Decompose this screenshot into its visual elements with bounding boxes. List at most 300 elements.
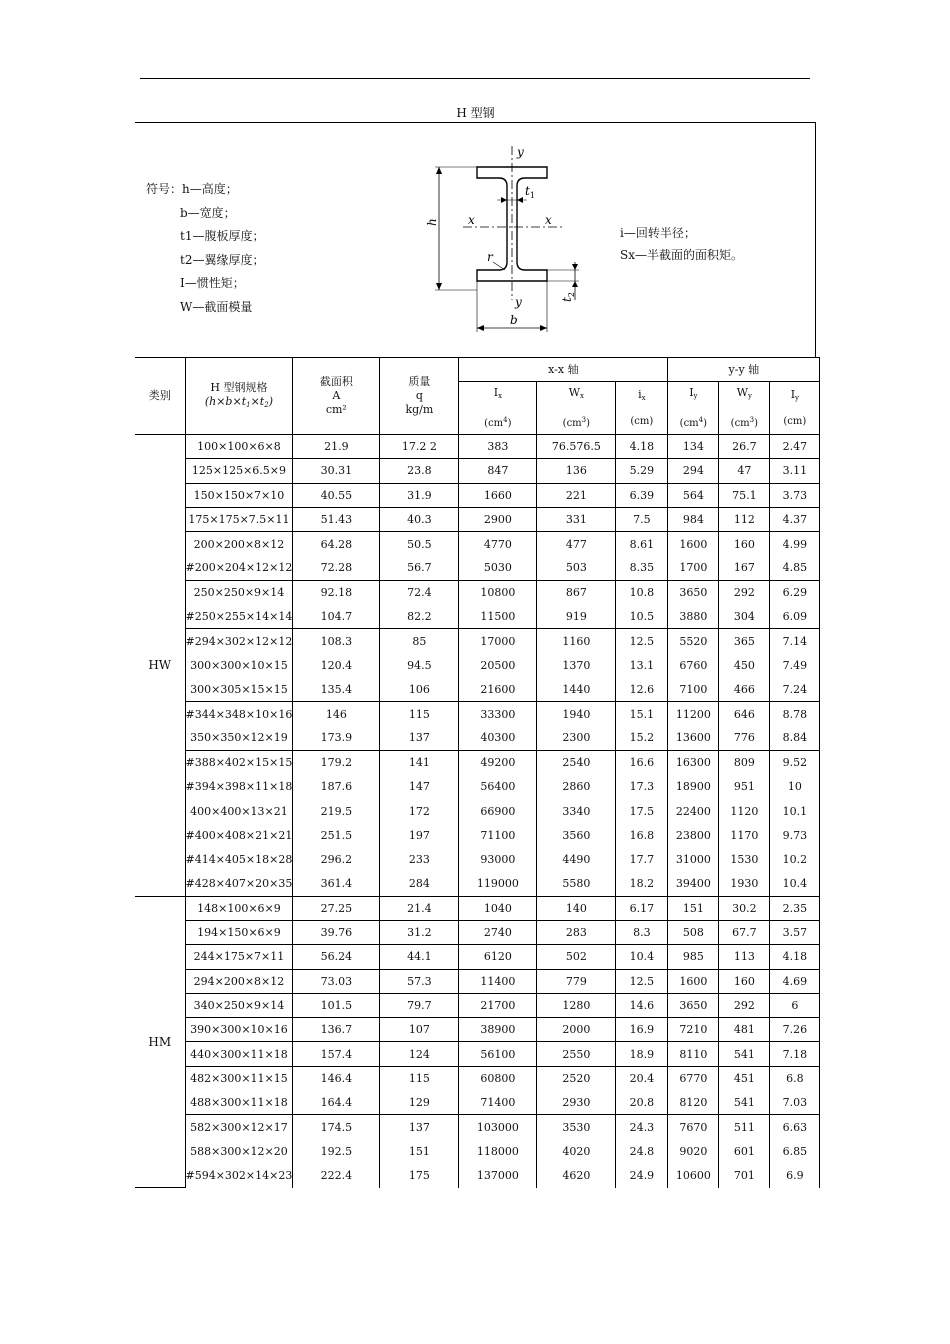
table-row [135, 969, 820, 993]
area-cell: 135.4 [293, 677, 380, 701]
mass-cell: 72.4 [380, 580, 459, 604]
label-r: r [487, 250, 493, 264]
area-cell: 73.03 [293, 969, 380, 993]
spec-cell: 400×400×13×21 [185, 799, 293, 823]
iy-radius-cell: 6.29 [770, 580, 820, 604]
area-cell: 219.5 [293, 799, 380, 823]
table-row [135, 702, 820, 726]
mass-cell: 197 [380, 823, 459, 847]
mass-cell: 31.9 [380, 483, 459, 507]
mass-cell: 233 [380, 848, 459, 872]
wy-cell: 809 [719, 750, 770, 774]
iy-radius-cell: 6.85 [770, 1139, 820, 1163]
h-beam-section-diagram [425, 140, 595, 340]
mass-cell: 31.2 [380, 920, 459, 944]
spec-cell: 440×300×11×18 [185, 1042, 293, 1066]
area-cell: 72.28 [293, 556, 380, 580]
iy-radius-cell: 3.57 [770, 920, 820, 944]
area-cell: 27.25 [293, 896, 380, 920]
ix-inertia-cell: 56100 [459, 1042, 537, 1066]
mass-cell: 147 [380, 775, 459, 799]
table-row [135, 872, 820, 896]
spec-cell: 300×305×15×15 [185, 677, 293, 701]
iy-inertia-cell: 294 [668, 459, 719, 483]
legend-item-modulus: W—截面模量 [180, 299, 253, 314]
wx-cell: 1940 [537, 702, 616, 726]
mass-cell: 129 [380, 1091, 459, 1115]
spec-cell: 175×175×7.5×11 [185, 507, 293, 531]
table-row [135, 507, 820, 531]
mass-cell: 57.3 [380, 969, 459, 993]
ix-radius-cell: 10.4 [616, 945, 668, 969]
ix-inertia-cell: 1660 [459, 483, 537, 507]
r-leader-line [493, 262, 505, 270]
ix-inertia-cell: 60800 [459, 1066, 537, 1090]
mass-cell: 137 [380, 1115, 459, 1139]
table-row [135, 750, 820, 774]
iy-radius-cell: 6.63 [770, 1115, 820, 1139]
area-cell: 40.55 [293, 483, 380, 507]
spec-cell: #294×302×12×12 [185, 629, 293, 653]
wy-cell: 292 [719, 993, 770, 1017]
iy-radius-cell: 10.4 [770, 872, 820, 896]
wy-cell: 541 [719, 1042, 770, 1066]
iy-radius-cell: 10.1 [770, 799, 820, 823]
ix-inertia-cell: 6120 [459, 945, 537, 969]
table-row [135, 1018, 820, 1042]
wx-cell: 2930 [537, 1091, 616, 1115]
ix-radius-cell: 24.8 [616, 1139, 668, 1163]
category-hm: HM [135, 896, 185, 1188]
ix-inertia-cell: 10800 [459, 580, 537, 604]
iy-inertia-cell: 18900 [668, 775, 719, 799]
ix-inertia-cell: 49200 [459, 750, 537, 774]
header-spec: H 型钢规格 $(h\times b\times t_1\times t_2)$ [185, 358, 293, 435]
ix-inertia-cell: 38900 [459, 1018, 537, 1042]
label-h: h [425, 218, 439, 226]
ix-radius-cell: 5.29 [616, 459, 668, 483]
mass-cell: 44.1 [380, 945, 459, 969]
legend-item-inertia: I—惯性矩； [180, 276, 245, 290]
table-row [135, 435, 820, 459]
ix-inertia-cell: 93000 [459, 848, 537, 872]
area-cell: 120.4 [293, 653, 380, 677]
wx-cell: 4020 [537, 1139, 616, 1163]
ix-inertia-cell: 21600 [459, 677, 537, 701]
wy-cell: 601 [719, 1139, 770, 1163]
wx-cell: 283 [537, 920, 616, 944]
area-cell: 296.2 [293, 848, 380, 872]
spec-cell: #594×302×14×23 [185, 1163, 293, 1187]
wx-cell: 331 [537, 507, 616, 531]
label-x-right: x [545, 213, 552, 227]
iy-inertia-cell: 6760 [668, 653, 719, 677]
iy-radius-cell: 6.09 [770, 605, 820, 629]
area-cell: 30.31 [293, 459, 380, 483]
wx-cell: 3530 [537, 1115, 616, 1139]
iy-radius-cell: 8.84 [770, 726, 820, 750]
spec-cell: 194×150×6×9 [185, 920, 293, 944]
table-row [135, 945, 820, 969]
wy-cell: 75.1 [719, 483, 770, 507]
area-cell: 361.4 [293, 872, 380, 896]
wx-cell: 3340 [537, 799, 616, 823]
iy-radius-cell: 2.47 [770, 435, 820, 459]
ix-radius-cell: 12.6 [616, 677, 668, 701]
area-cell: 136.7 [293, 1018, 380, 1042]
table-row [135, 532, 820, 556]
wx-cell: 3560 [537, 823, 616, 847]
ix-radius-cell: 15.2 [616, 726, 668, 750]
mass-cell: 106 [380, 677, 459, 701]
wx-cell: 503 [537, 556, 616, 580]
ix-inertia-cell: 2740 [459, 920, 537, 944]
iy-radius-cell: 4.69 [770, 969, 820, 993]
wx-cell: 5580 [537, 872, 616, 896]
ix-inertia-cell: 20500 [459, 653, 537, 677]
wy-cell: 646 [719, 702, 770, 726]
wx-cell: 2860 [537, 775, 616, 799]
area-cell: 56.24 [293, 945, 380, 969]
spec-cell: 250×250×9×14 [185, 580, 293, 604]
header-Wy: $W_y$ $(cm^3)$ [719, 382, 770, 435]
mass-cell: 82.2 [380, 605, 459, 629]
area-cell: 104.7 [293, 605, 380, 629]
iy-radius-cell: 7.26 [770, 1018, 820, 1042]
ix-inertia-cell: 17000 [459, 629, 537, 653]
area-cell: 146.4 [293, 1066, 380, 1090]
iy-radius-cell: 7.03 [770, 1091, 820, 1115]
ix-inertia-cell: 118000 [459, 1139, 537, 1163]
wx-cell: 4490 [537, 848, 616, 872]
mass-cell: 137 [380, 726, 459, 750]
table-row [135, 459, 820, 483]
ix-radius-cell: 10.5 [616, 605, 668, 629]
header-iy: $I_y$ (cm) [770, 382, 820, 435]
iy-radius-cell: 9.52 [770, 750, 820, 774]
spec-cell: 340×250×9×14 [185, 993, 293, 1017]
area-cell: 157.4 [293, 1042, 380, 1066]
ix-radius-cell: 8.3 [616, 920, 668, 944]
spec-cell: 582×300×12×17 [185, 1115, 293, 1139]
wx-cell: 2000 [537, 1018, 616, 1042]
area-cell: 101.5 [293, 993, 380, 1017]
spec-cell: 200×200×8×12 [185, 532, 293, 556]
wy-cell: 47 [719, 459, 770, 483]
mass-cell: 79.7 [380, 993, 459, 1017]
spec-cell: 390×300×10×16 [185, 1018, 293, 1042]
wx-cell: 136 [537, 459, 616, 483]
mass-cell: 23.8 [380, 459, 459, 483]
wx-cell: 919 [537, 605, 616, 629]
spec-cell: 294×200×8×12 [185, 969, 293, 993]
table-row [135, 1139, 820, 1163]
iy-inertia-cell: 11200 [668, 702, 719, 726]
area-cell: 108.3 [293, 629, 380, 653]
wx-cell: 779 [537, 969, 616, 993]
iy-inertia-cell: 984 [668, 507, 719, 531]
iy-inertia-cell: 985 [668, 945, 719, 969]
ix-radius-cell: 18.9 [616, 1042, 668, 1066]
spec-cell: 148×100×6×9 [185, 896, 293, 920]
table-row [135, 483, 820, 507]
area-cell: 21.9 [293, 435, 380, 459]
ix-radius-cell: 20.8 [616, 1091, 668, 1115]
wy-cell: 511 [719, 1115, 770, 1139]
ix-radius-cell: 12.5 [616, 629, 668, 653]
mass-cell: 172 [380, 799, 459, 823]
spec-cell: #344×348×10×16 [185, 702, 293, 726]
iy-radius-cell: 10 [770, 775, 820, 799]
page-title: H 型钢 [456, 106, 495, 120]
label-y-top: y [517, 145, 524, 159]
wy-cell: 365 [719, 629, 770, 653]
header-xx-axis: x-x 轴 [459, 358, 668, 382]
ix-radius-cell: 13.1 [616, 653, 668, 677]
ix-radius-cell: 4.18 [616, 435, 668, 459]
mass-cell: 56.7 [380, 556, 459, 580]
area-cell: 222.4 [293, 1163, 380, 1187]
iy-radius-cell: 8.78 [770, 702, 820, 726]
iy-inertia-cell: 16300 [668, 750, 719, 774]
table-row [135, 556, 820, 580]
ix-radius-cell: 8.61 [616, 532, 668, 556]
legend-item-width: b—宽度； [180, 205, 236, 220]
wx-cell: 1440 [537, 677, 616, 701]
mass-cell: 17.2 2 [380, 435, 459, 459]
ix-inertia-cell: 71100 [459, 823, 537, 847]
table-row [135, 629, 820, 653]
wx-cell: 1160 [537, 629, 616, 653]
ix-radius-cell: 16.8 [616, 823, 668, 847]
mass-cell: 115 [380, 702, 459, 726]
top-rule [140, 78, 810, 79]
spec-cell: 150×150×7×10 [185, 483, 293, 507]
wy-cell: 26.7 [719, 435, 770, 459]
iy-radius-cell: 10.2 [770, 848, 820, 872]
table-row [135, 580, 820, 604]
table-row [135, 775, 820, 799]
spec-cell: 488×300×11×18 [185, 1091, 293, 1115]
wx-cell: 1280 [537, 993, 616, 1017]
table-row [135, 605, 820, 629]
ix-radius-cell: 10.8 [616, 580, 668, 604]
ix-inertia-cell: 11400 [459, 969, 537, 993]
spec-cell: 482×300×11×15 [185, 1066, 293, 1090]
spec-cell: 125×125×6.5×9 [185, 459, 293, 483]
ix-inertia-cell: 847 [459, 459, 537, 483]
ix-radius-cell: 12.5 [616, 969, 668, 993]
header-Iy: $I_y$ $(cm^4)$ [668, 382, 719, 435]
area-cell: 164.4 [293, 1091, 380, 1115]
ix-radius-cell: 15.1 [616, 702, 668, 726]
wy-cell: 701 [719, 1163, 770, 1187]
wx-cell: 2540 [537, 750, 616, 774]
mass-cell: 151 [380, 1139, 459, 1163]
iy-inertia-cell: 6770 [668, 1066, 719, 1090]
table-row [135, 823, 820, 847]
iy-inertia-cell: 1700 [668, 556, 719, 580]
table-row [135, 677, 820, 701]
area-cell: 92.18 [293, 580, 380, 604]
iy-inertia-cell: 31000 [668, 848, 719, 872]
wx-cell: 221 [537, 483, 616, 507]
wx-cell: 2520 [537, 1066, 616, 1090]
wx-cell: 76.576.5 [537, 435, 616, 459]
symbol-legend [146, 178, 264, 319]
area-cell: 192.5 [293, 1139, 380, 1163]
ix-radius-cell: 7.5 [616, 507, 668, 531]
spec-cell: 100×100×6×8 [185, 435, 293, 459]
spec-cell: 244×175×7×11 [185, 945, 293, 969]
wy-cell: 1930 [719, 872, 770, 896]
table-row [135, 993, 820, 1017]
ix-inertia-cell: 33300 [459, 702, 537, 726]
area-cell: 51.43 [293, 507, 380, 531]
legend-item-radius: i—回转半径； [620, 226, 696, 240]
iy-inertia-cell: 8110 [668, 1042, 719, 1066]
iy-radius-cell: 3.11 [770, 459, 820, 483]
iy-inertia-cell: 8120 [668, 1091, 719, 1115]
wy-cell: 160 [719, 969, 770, 993]
iy-inertia-cell: 134 [668, 435, 719, 459]
mass-cell: 175 [380, 1163, 459, 1187]
wy-cell: 30.2 [719, 896, 770, 920]
ix-inertia-cell: 66900 [459, 799, 537, 823]
ix-inertia-cell: 103000 [459, 1115, 537, 1139]
ix-radius-cell: 8.35 [616, 556, 668, 580]
ix-radius-cell: 6.39 [616, 483, 668, 507]
ix-radius-cell: 16.6 [616, 750, 668, 774]
ix-inertia-cell: 11500 [459, 605, 537, 629]
label-t2: $t_2$ [560, 292, 576, 302]
ix-inertia-cell: 2900 [459, 507, 537, 531]
table-row [135, 1091, 820, 1115]
table-row [135, 920, 820, 944]
spec-cell: #400×408×21×21 [185, 823, 293, 847]
ix-inertia-cell: 40300 [459, 726, 537, 750]
iy-inertia-cell: 13600 [668, 726, 719, 750]
iy-inertia-cell: 7670 [668, 1115, 719, 1139]
area-cell: 39.76 [293, 920, 380, 944]
area-cell: 173.9 [293, 726, 380, 750]
table-row [135, 896, 820, 920]
ix-inertia-cell: 21700 [459, 993, 537, 1017]
wy-cell: 292 [719, 580, 770, 604]
ix-inertia-cell: 5030 [459, 556, 537, 580]
iy-radius-cell: 3.73 [770, 483, 820, 507]
table-row [135, 848, 820, 872]
ix-inertia-cell: 71400 [459, 1091, 537, 1115]
iy-radius-cell: 6.9 [770, 1163, 820, 1187]
area-cell: 174.5 [293, 1115, 380, 1139]
spec-cell: #428×407×20×35 [185, 872, 293, 896]
wy-cell: 466 [719, 677, 770, 701]
spec-cell: 588×300×12×20 [185, 1139, 293, 1163]
spec-cell: #388×402×15×15 [185, 750, 293, 774]
mass-cell: 40.3 [380, 507, 459, 531]
label-x-left: x [468, 213, 475, 227]
wx-cell: 1370 [537, 653, 616, 677]
header-Wx: $W_x$ $(cm^3)$ [537, 382, 616, 435]
ix-inertia-cell: 56400 [459, 775, 537, 799]
spec-cell: #394×398×11×18 [185, 775, 293, 799]
h-beam-table [135, 357, 820, 1188]
iy-inertia-cell: 1600 [668, 969, 719, 993]
legend-item-flange-thickness: t2—翼缘厚度； [180, 252, 265, 267]
mass-cell: 21.4 [380, 896, 459, 920]
wy-cell: 1120 [719, 799, 770, 823]
iy-radius-cell: 6.8 [770, 1066, 820, 1090]
wx-cell: 477 [537, 532, 616, 556]
iy-radius-cell: 4.37 [770, 507, 820, 531]
iy-radius-cell: 4.85 [770, 556, 820, 580]
iy-radius-cell: 4.18 [770, 945, 820, 969]
ix-radius-cell: 14.6 [616, 993, 668, 1017]
wy-cell: 160 [719, 532, 770, 556]
wx-cell: 502 [537, 945, 616, 969]
mass-cell: 115 [380, 1066, 459, 1090]
table-row [135, 1042, 820, 1066]
symbol-legend-right [620, 222, 743, 266]
iy-inertia-cell: 508 [668, 920, 719, 944]
header-Ix: $I_x$ $(cm^4)$ [459, 382, 537, 435]
ix-radius-cell: 24.3 [616, 1115, 668, 1139]
wy-cell: 776 [719, 726, 770, 750]
ix-inertia-cell: 383 [459, 435, 537, 459]
ix-inertia-cell: 4770 [459, 532, 537, 556]
spec-cell: #200×204×12×12 [185, 556, 293, 580]
ix-inertia-cell: 1040 [459, 896, 537, 920]
wy-cell: 951 [719, 775, 770, 799]
iy-inertia-cell: 9020 [668, 1139, 719, 1163]
header-category: 类别 [135, 358, 185, 435]
mass-cell: 107 [380, 1018, 459, 1042]
label-t1: $t_1$ [525, 184, 535, 200]
iy-radius-cell: 7.49 [770, 653, 820, 677]
wy-cell: 113 [719, 945, 770, 969]
wy-cell: 1530 [719, 848, 770, 872]
mass-cell: 94.5 [380, 653, 459, 677]
iy-radius-cell: 6 [770, 993, 820, 1017]
iy-inertia-cell: 3650 [668, 580, 719, 604]
spec-cell: 350×350×12×19 [185, 726, 293, 750]
area-cell: 251.5 [293, 823, 380, 847]
wx-cell: 2300 [537, 726, 616, 750]
table-row [135, 1066, 820, 1090]
legend-item-web-thickness: t1—腹板厚度； [180, 229, 265, 243]
iy-radius-cell: 7.14 [770, 629, 820, 653]
wy-cell: 1170 [719, 823, 770, 847]
legend-prefix: 符号： [146, 182, 183, 196]
iy-inertia-cell: 39400 [668, 872, 719, 896]
area-cell: 187.6 [293, 775, 380, 799]
header-mass: 质量 q kg/m [380, 358, 459, 435]
header-area: 截面积 A cm² [293, 358, 380, 435]
wx-cell: 867 [537, 580, 616, 604]
legend-item-height [146, 178, 264, 202]
area-cell: 146 [293, 702, 380, 726]
ix-radius-cell: 24.9 [616, 1163, 668, 1187]
wy-cell: 451 [719, 1066, 770, 1090]
header-ix: $i_x$ (cm) [616, 382, 668, 435]
iy-inertia-cell: 7100 [668, 677, 719, 701]
iy-inertia-cell: 23800 [668, 823, 719, 847]
header-yy-axis: y-y 轴 [668, 358, 820, 382]
iy-inertia-cell: 5520 [668, 629, 719, 653]
wx-cell: 2550 [537, 1042, 616, 1066]
wy-cell: 67.7 [719, 920, 770, 944]
